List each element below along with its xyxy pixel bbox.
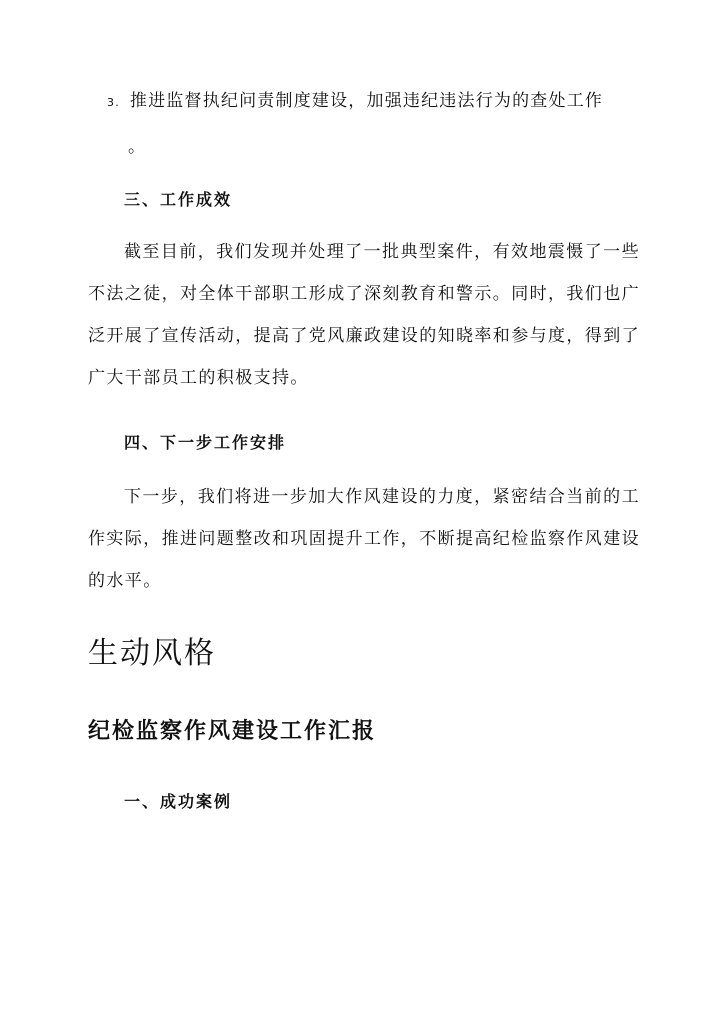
document-title: 纪检监察作风建设工作汇报 [88, 718, 377, 744]
section-heading-next-steps: 四、下一步工作安排 [124, 433, 287, 452]
paragraph-next-steps: 下一步，我们将进一步加大作风建设的力度，紧密结合当前的工作实际，推进问题整改和巩固提升工作，不断提高纪检监察作风建设的水平。 [88, 487, 640, 591]
paragraph-results: 截至目前，我们发现并处理了一批典型案件，有效地震慑了一些不法之徒，对全体干部职工形成了深刻教育和警示。同时，我们也广泛开展了宣传活动，提高了党风廉政建设的知晓率和参与度，得到了广大干部员工的积极支持。 [88, 242, 640, 388]
list-item-text: 推进监督执纪问责制度建设，加强违纪违法行为的查处工作 [129, 91, 604, 111]
style-title: 生动风格 [88, 636, 216, 671]
list-number: 3. [107, 96, 120, 109]
list-item-3 [107, 86, 603, 111]
section-heading-results: 三、工作成效 [124, 190, 233, 209]
list-item-continuation: 。 [128, 137, 145, 157]
section-heading-success-cases: 一、成功案例 [124, 792, 233, 811]
